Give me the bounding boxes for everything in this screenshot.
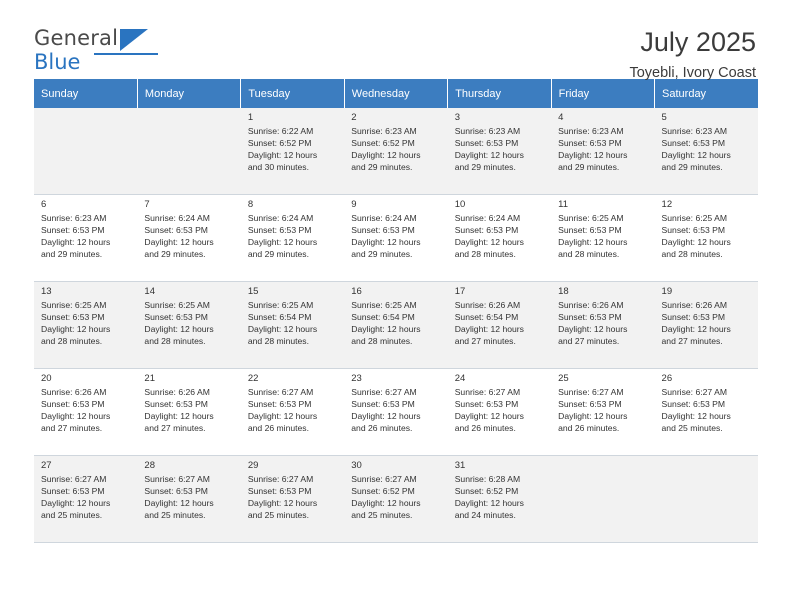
calendar-day-cell[interactable] <box>448 108 551 195</box>
weekday-header-wednesday: Wednesday <box>344 79 447 108</box>
day-info-line: and 29 minutes. <box>41 248 103 259</box>
day-info-line: Sunset: 6:53 PM <box>247 398 312 409</box>
day-info-line: Daylight: 12 hours <box>558 323 628 334</box>
day-info-line: Sunset: 6:53 PM <box>41 485 105 496</box>
day-info-line: and 28 minutes. <box>454 248 516 259</box>
day-info-line: and 26 minutes. <box>351 422 413 433</box>
day-info-line: Daylight: 12 hours <box>454 323 524 334</box>
calendar-empty-cell <box>655 456 758 543</box>
day-info-line: Daylight: 12 hours <box>247 149 318 160</box>
day-info-line: Sunset: 6:54 PM <box>454 311 519 322</box>
calendar-day-cell[interactable] <box>241 282 344 369</box>
calendar-week-row <box>34 108 758 195</box>
day-info-line: and 29 minutes. <box>351 248 413 259</box>
day-number: 2 <box>351 112 357 123</box>
day-info-line: Daylight: 12 hours <box>144 497 214 508</box>
weekday-header-saturday: Saturday <box>655 79 758 108</box>
calendar-day-cell[interactable] <box>551 369 654 456</box>
calendar-week-row <box>34 369 758 456</box>
weekday-header-thursday: Thursday <box>448 79 551 108</box>
day-number: 24 <box>454 373 466 384</box>
day-info-line: Daylight: 12 hours <box>41 323 111 334</box>
day-info-line: and 29 minutes. <box>558 161 620 172</box>
calendar-day-cell[interactable] <box>655 108 758 195</box>
calendar-day-cell[interactable] <box>448 369 551 456</box>
day-info-line: Daylight: 12 hours <box>144 410 214 421</box>
day-info-line: Sunset: 6:53 PM <box>144 224 208 235</box>
day-number: 4 <box>558 112 564 123</box>
calendar-day-cell[interactable] <box>241 456 344 543</box>
day-info-line: Sunset: 6:53 PM <box>247 485 312 496</box>
day-number: 26 <box>661 373 673 384</box>
calendar-day-cell[interactable] <box>344 108 447 195</box>
day-info-line: Sunset: 6:53 PM <box>558 398 622 409</box>
day-info-line: Sunset: 6:53 PM <box>661 311 726 322</box>
day-info-line: Daylight: 12 hours <box>558 236 628 247</box>
calendar-day-cell[interactable] <box>241 195 344 282</box>
day-info-line: Sunset: 6:53 PM <box>661 398 726 409</box>
day-number: 18 <box>558 286 569 297</box>
day-number: 29 <box>247 460 259 471</box>
day-info-line: and 28 minutes. <box>661 248 723 259</box>
day-info-line: Sunset: 6:52 PM <box>454 485 519 496</box>
day-info-line: Sunrise: 6:28 AM <box>454 474 521 485</box>
day-info-line: Sunrise: 6:26 AM <box>558 300 624 311</box>
day-info-line: Sunset: 6:53 PM <box>144 311 208 322</box>
day-info-line: and 26 minutes. <box>454 422 516 433</box>
day-number: 25 <box>558 373 569 384</box>
day-info-line: Daylight: 12 hours <box>661 323 731 334</box>
calendar-week-row <box>34 282 758 369</box>
day-info-line: Sunrise: 6:25 AM <box>351 300 417 311</box>
day-info-line: and 27 minutes. <box>661 335 723 346</box>
day-info-line: Sunrise: 6:27 AM <box>41 474 107 485</box>
day-number: 22 <box>247 373 259 384</box>
day-info-line: Daylight: 12 hours <box>144 323 214 334</box>
day-info-line: Daylight: 12 hours <box>661 236 731 247</box>
day-info-line: Daylight: 12 hours <box>558 410 628 421</box>
day-number: 9 <box>351 199 357 210</box>
day-info-line: Sunrise: 6:23 AM <box>41 213 107 224</box>
day-number: 31 <box>454 460 466 471</box>
day-info-line: Sunset: 6:53 PM <box>247 224 312 235</box>
day-info-line: Daylight: 12 hours <box>144 236 214 247</box>
day-info-line: Sunrise: 6:24 AM <box>351 213 417 224</box>
day-number: 3 <box>454 112 460 123</box>
day-info-line: Sunrise: 6:22 AM <box>247 126 314 137</box>
day-info-line: and 28 minutes. <box>247 335 309 346</box>
weekday-header-tuesday: Tuesday <box>241 79 344 108</box>
day-info-line: and 25 minutes. <box>247 509 309 520</box>
day-number: 12 <box>661 199 673 210</box>
day-info-line: and 25 minutes. <box>41 509 103 520</box>
day-number: 11 <box>558 199 568 210</box>
day-info-line: Sunrise: 6:23 AM <box>558 126 624 137</box>
day-info-line: Sunset: 6:53 PM <box>661 137 726 148</box>
calendar-day-cell[interactable] <box>137 369 240 456</box>
day-info-line: Sunrise: 6:25 AM <box>247 300 314 311</box>
day-info-line: Sunset: 6:53 PM <box>454 398 519 409</box>
day-info-line: and 26 minutes. <box>247 422 309 433</box>
day-number: 28 <box>144 460 155 471</box>
calendar-day-cell[interactable] <box>34 456 137 543</box>
day-number: 20 <box>41 373 52 384</box>
calendar-day-cell[interactable] <box>551 195 654 282</box>
day-info-line: and 29 minutes. <box>661 161 723 172</box>
calendar-day-cell[interactable] <box>344 369 447 456</box>
calendar-day-cell[interactable] <box>551 108 654 195</box>
day-info-line: and 28 minutes. <box>351 335 413 346</box>
day-info-line: and 27 minutes. <box>558 335 620 346</box>
calendar-day-cell[interactable] <box>137 195 240 282</box>
calendar-day-cell[interactable] <box>241 369 344 456</box>
page-header <box>34 0 758 82</box>
day-info-line: Daylight: 12 hours <box>351 410 421 421</box>
calendar-day-cell[interactable] <box>241 108 344 195</box>
day-info-line: and 29 minutes. <box>454 161 516 172</box>
calendar-day-cell[interactable] <box>34 195 137 282</box>
day-info-line: Sunrise: 6:27 AM <box>661 387 727 398</box>
day-info-line: and 25 minutes. <box>144 509 206 520</box>
day-number: 1 <box>247 112 254 123</box>
day-info-line: and 27 minutes. <box>454 335 516 346</box>
calendar-day-cell[interactable] <box>137 456 240 543</box>
day-info-line: and 25 minutes. <box>351 509 413 520</box>
day-info-line: Daylight: 12 hours <box>661 410 731 421</box>
day-info-line: Sunrise: 6:26 AM <box>661 300 727 311</box>
day-info-line: Sunrise: 6:27 AM <box>351 387 417 398</box>
calendar-day-cell[interactable] <box>655 369 758 456</box>
day-info-line: Sunrise: 6:25 AM <box>144 300 210 311</box>
day-info-line: and 29 minutes. <box>351 161 413 172</box>
day-info-line: Sunset: 6:53 PM <box>558 137 622 148</box>
day-info-line: Daylight: 12 hours <box>351 323 421 334</box>
calendar-week-row <box>34 195 758 282</box>
location-subtitle: Toyebli, Ivory Coast <box>629 65 756 82</box>
calendar-day-cell[interactable] <box>551 282 654 369</box>
calendar-table <box>34 79 758 543</box>
day-info-line: Sunset: 6:52 PM <box>351 485 415 496</box>
day-number: 10 <box>454 199 466 210</box>
calendar-empty-cell <box>34 108 137 195</box>
calendar-day-cell[interactable] <box>34 369 137 456</box>
day-number: 7 <box>144 199 150 210</box>
day-info-line: and 26 minutes. <box>558 422 620 433</box>
calendar-day-cell[interactable] <box>655 195 758 282</box>
day-info-line: Sunrise: 6:27 AM <box>144 474 210 485</box>
day-info-line: Sunset: 6:54 PM <box>247 311 312 322</box>
day-info-line: Sunset: 6:52 PM <box>247 137 312 148</box>
day-info-line: Daylight: 12 hours <box>454 149 524 160</box>
day-info-line: Daylight: 12 hours <box>247 410 318 421</box>
day-info-line: Sunset: 6:53 PM <box>558 311 622 322</box>
day-info-line: Daylight: 12 hours <box>41 497 111 508</box>
day-info-line: Sunrise: 6:26 AM <box>144 387 210 398</box>
day-info-line: Sunrise: 6:27 AM <box>558 387 624 398</box>
day-info-line: Daylight: 12 hours <box>351 497 421 508</box>
day-info-line: and 28 minutes. <box>558 248 620 259</box>
weekday-header-friday: Friday <box>551 79 654 108</box>
day-info-line: Daylight: 12 hours <box>41 236 111 247</box>
day-number: 23 <box>351 373 362 384</box>
day-number: 13 <box>41 286 52 297</box>
day-number: 16 <box>351 286 362 297</box>
day-number: 27 <box>41 460 52 471</box>
day-info-line: and 29 minutes. <box>247 248 309 259</box>
day-info-line: Sunrise: 6:27 AM <box>247 387 314 398</box>
day-info-line: Sunrise: 6:23 AM <box>454 126 521 137</box>
day-info-line: Sunset: 6:53 PM <box>351 398 415 409</box>
calendar-day-cell[interactable] <box>34 282 137 369</box>
day-info-line: and 28 minutes. <box>144 335 206 346</box>
day-info-line: and 25 minutes. <box>661 422 723 433</box>
day-info-line: Sunrise: 6:25 AM <box>558 213 624 224</box>
calendar-day-cell[interactable] <box>344 195 447 282</box>
day-info-line: Daylight: 12 hours <box>454 497 524 508</box>
day-info-line: and 27 minutes. <box>144 422 206 433</box>
day-info-line: Sunrise: 6:26 AM <box>454 300 521 311</box>
logo-underline <box>94 53 158 55</box>
day-info-line: and 27 minutes. <box>41 422 103 433</box>
day-number: 15 <box>247 286 259 297</box>
day-number: 19 <box>661 286 673 297</box>
day-number: 14 <box>144 286 155 297</box>
day-info-line: Sunrise: 6:26 AM <box>41 387 107 398</box>
day-info-line: Daylight: 12 hours <box>661 149 731 160</box>
calendar-day-cell[interactable] <box>137 282 240 369</box>
day-info-line: Sunrise: 6:25 AM <box>41 300 107 311</box>
title-block <box>629 28 758 81</box>
day-info-line: Sunrise: 6:23 AM <box>351 126 417 137</box>
calendar-day-cell[interactable] <box>344 282 447 369</box>
page-title: July 2025 <box>640 27 756 57</box>
day-info-line: Daylight: 12 hours <box>41 410 111 421</box>
day-info-line: Sunset: 6:53 PM <box>41 224 105 235</box>
logo[interactable] <box>34 28 164 76</box>
day-info-line: Sunset: 6:53 PM <box>454 224 519 235</box>
day-info-line: Sunrise: 6:24 AM <box>454 213 521 224</box>
day-info-line: Daylight: 12 hours <box>454 410 524 421</box>
day-info-line: and 30 minutes. <box>247 161 309 172</box>
day-info-line: Daylight: 12 hours <box>351 236 421 247</box>
calendar-day-cell[interactable] <box>448 456 551 543</box>
weekday-header-monday: Monday <box>137 79 240 108</box>
calendar-empty-cell <box>551 456 654 543</box>
day-number: 17 <box>454 286 466 297</box>
day-info-line: Sunset: 6:52 PM <box>351 137 415 148</box>
day-info-line: Sunset: 6:53 PM <box>661 224 726 235</box>
day-info-line: Daylight: 12 hours <box>558 149 628 160</box>
day-info-line: Sunrise: 6:27 AM <box>351 474 417 485</box>
day-info-line: Sunset: 6:53 PM <box>351 224 415 235</box>
day-info-line: Daylight: 12 hours <box>247 236 318 247</box>
day-info-line: Sunrise: 6:25 AM <box>661 213 727 224</box>
day-info-line: Sunset: 6:53 PM <box>41 311 105 322</box>
calendar-day-cell[interactable] <box>655 282 758 369</box>
day-info-line: and 29 minutes. <box>144 248 206 259</box>
calendar-day-cell[interactable] <box>448 195 551 282</box>
day-info-line: Sunset: 6:53 PM <box>41 398 105 409</box>
day-info-line: Sunset: 6:53 PM <box>144 485 208 496</box>
day-info-line: Sunset: 6:53 PM <box>558 224 622 235</box>
day-info-line: Daylight: 12 hours <box>454 236 524 247</box>
day-info-line: Sunset: 6:54 PM <box>351 311 415 322</box>
day-number: 5 <box>661 112 667 123</box>
logo-text-general: General <box>34 26 119 50</box>
day-info-line: Sunrise: 6:24 AM <box>247 213 314 224</box>
day-info-line: Sunrise: 6:27 AM <box>454 387 521 398</box>
weekday-header-sunday: Sunday <box>34 79 137 108</box>
day-info-line: Sunrise: 6:24 AM <box>144 213 210 224</box>
day-info-line: and 28 minutes. <box>41 335 103 346</box>
day-info-line: Daylight: 12 hours <box>247 497 318 508</box>
blue-triangle-flag-icon <box>120 29 148 51</box>
weekday-header-row <box>34 79 758 108</box>
day-info-line: Sunrise: 6:27 AM <box>247 474 314 485</box>
day-info-line: and 24 minutes. <box>454 509 516 520</box>
day-number: 30 <box>351 460 362 471</box>
day-number: 8 <box>247 199 254 210</box>
calendar-day-cell[interactable] <box>448 282 551 369</box>
day-info-line: Daylight: 12 hours <box>247 323 318 334</box>
calendar-empty-cell <box>137 108 240 195</box>
day-info-line: Sunrise: 6:23 AM <box>661 126 727 137</box>
calendar-day-cell[interactable] <box>344 456 447 543</box>
day-info-line: Daylight: 12 hours <box>351 149 421 160</box>
day-number: 21 <box>144 373 155 384</box>
day-info-line: Sunset: 6:53 PM <box>454 137 519 148</box>
day-info-line: Sunset: 6:53 PM <box>144 398 208 409</box>
logo-text-blue: Blue <box>34 50 81 74</box>
day-number: 6 <box>41 199 47 210</box>
calendar-week-row <box>34 456 758 543</box>
